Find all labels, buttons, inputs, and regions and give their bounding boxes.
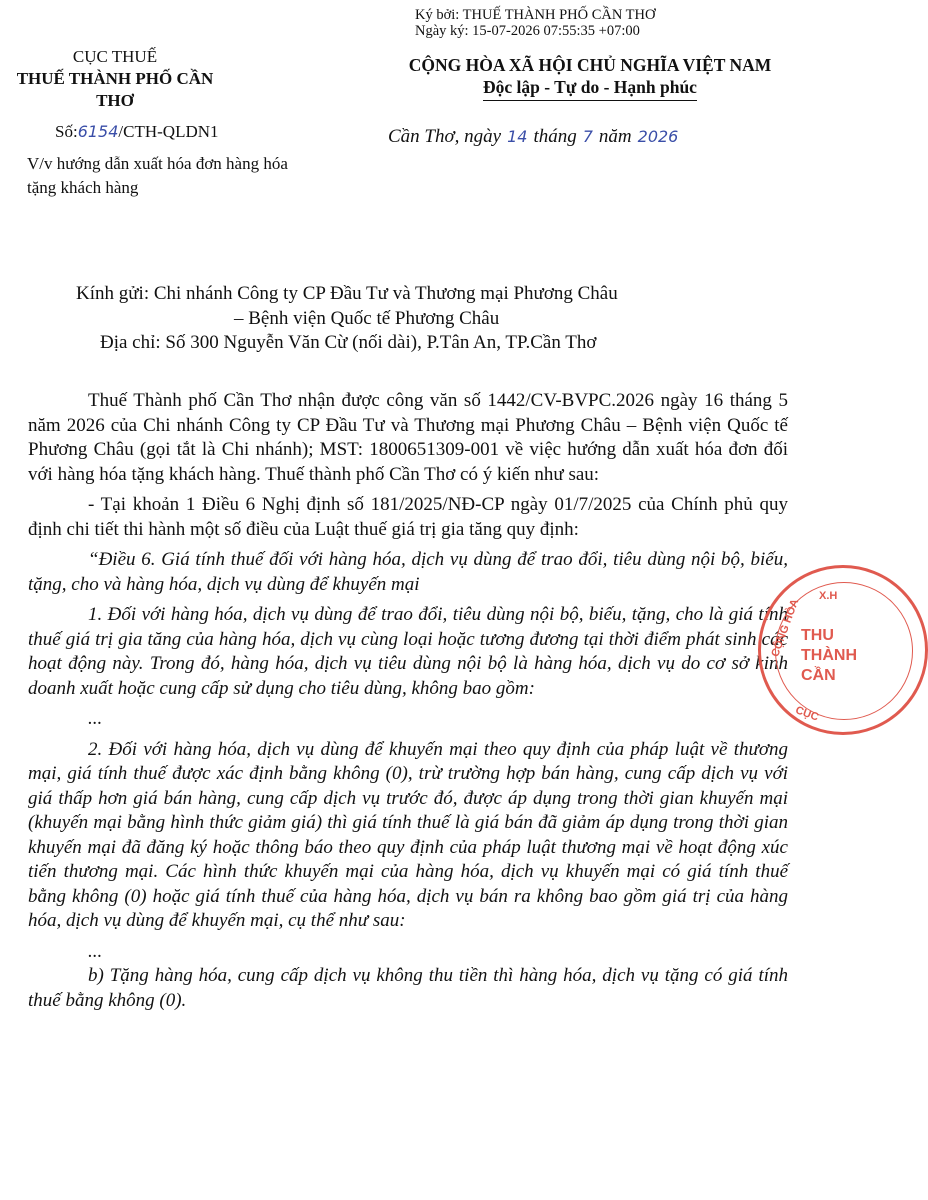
signed-by: Ký bởi: THUẾ THÀNH PHỐ CẦN THƠ — [415, 7, 656, 23]
agency-name: THUẾ THÀNH PHỐ CẦN THƠ — [16, 69, 214, 110]
quote-clause-1: 1. Đối với hàng hóa, dịch vụ dùng để trao đổi, tiêu dùng nội bộ, biếu, tặng, cho là giá tính thuế giá trị gia tăng của hàng hóa, dịch vụ cùng loại hoặc tương đương tại thời điểm phát sinh các hoạt động này. Trong đó, hàng hóa, dịch vụ tiêu dùng nội bộ là hàng hóa, dịch vụ do cơ sở kinh doanh xuất hoặc cung cấp sử dụng cho tiêu dùng, không bao gồm: — [28, 604, 788, 699]
subject-line-1: V/v hướng dẫn xuất hóa đơn hàng hóa — [27, 154, 288, 173]
recipient-line-2: – Bệnh viện Quốc tế Phương Châu — [234, 307, 500, 329]
agency-parent: CỤC THUẾ — [72, 47, 158, 66]
quote-ellipsis-2: ... — [88, 940, 103, 962]
body-paragraph-2: - Tại khoản 1 Điều 6 Nghị định số 181/2025/NĐ-CP ngày 01/7/2025 của Chính phủ quy định chi tiết thi hành một số điều của Luật thuế giá trị gia tăng quy định: — [28, 494, 788, 540]
quote-clause-2: 2. Đối với hàng hóa, dịch vụ dùng để khuyến mại theo quy định của pháp luật về thương mại, giá tính thuế được xác định bằng không (0), trừ trường hợp bán hàng, cung cấp dịch vụ với giá thấp hơn giá bán hàng, cung cấp dịch vụ trước đó, được áp dụng trong thời gian khuyến mại (khuyến mại bằng hình thức giảm giá) thì giá tính thuế là giá bán đã giảm áp dụng trong thời gian khuyến mại đã đăng ký hoặc thông báo theo quy định của pháp luật thương mại về hoạt động xúc tiến thương mại. Các hình thức khuyến mại của hàng hóa, dịch vụ khuyến mại có giá tính thuế bằng không (0) hoặc giá tính thuế của hàng hóa, dịch vụ bán ra không bao gồm giá trị của hàng hóa, dịch vụ dùng để khuyến mại, cụ thể như sau: — [28, 738, 788, 931]
signed-date: Ngày ký: 15-07-2026 07:55:35 +07:00 — [415, 23, 640, 39]
date-year-label: năm — [598, 126, 632, 147]
date-place: Cần Thơ, ngày — [388, 126, 502, 147]
stamp-arc-left: CỘNG HÒA — [769, 597, 802, 659]
doc-number-prefix: Số: — [55, 122, 78, 141]
date-month-label: tháng — [533, 126, 577, 147]
date-month: 7 — [582, 127, 593, 146]
document-number — [55, 122, 219, 142]
national-header — [355, 54, 825, 101]
stamp-arc-bottom: CỤC — [793, 704, 821, 724]
stamp-arc-top: X.H — [819, 590, 838, 602]
doc-number-handwritten: 6154 — [77, 122, 119, 141]
body-paragraph-1: Thuế Thành phố Cần Thơ nhận được công văn số 1442/CV-BVPC.2026 ngày 16 tháng 5 năm 2026 của Chi nhánh Công ty CP Đầu Tư và Thương mại Phương Châu – Bệnh viện Quốc tế Phương Châu (gọi tắt là Chi nhánh); MST: 1800651309-001 về việc hướng dẫn xuất hóa đơn đối với hàng hóa tặng khách hàng. Thuế thành phố Cần Thơ có ý kiến như sau: — [28, 390, 788, 485]
date-year: 2026 — [637, 127, 679, 146]
date-day: 14 — [507, 127, 528, 146]
quote-ellipsis-1: ... — [88, 708, 103, 729]
recipient-address: Địa chỉ: Số 300 Nguyễn Văn Cừ (nối dài), P.Tân An, TP.Cần Thơ — [100, 332, 597, 353]
document-date — [388, 126, 684, 148]
digital-signature-info — [415, 7, 655, 39]
quote-clause-b: b) Tặng hàng hóa, cung cấp dịch vụ không thu tiền thì hàng hóa, dịch vụ tặng có giá tính thuế bằng không (0). — [28, 965, 788, 1011]
nation-motto: Độc lập - Tự do - Hạnh phúc — [483, 76, 697, 101]
document-subject — [27, 152, 288, 200]
stamp-line-3: CẦN — [801, 667, 836, 684]
subject-line-2: tặng khách hàng — [27, 178, 139, 197]
red-seal-stamp — [758, 565, 928, 735]
issuing-agency — [0, 46, 230, 112]
nation-title: CỘNG HÒA XÃ HỘI CHỦ NGHĨA VIỆT NAM — [408, 55, 772, 75]
recipient-block — [76, 282, 618, 356]
document-body — [28, 389, 788, 1013]
stamp-text — [801, 626, 857, 686]
stamp-line-2: THÀNH — [801, 647, 857, 664]
stamp-line-1: THU — [801, 627, 834, 644]
recipient-line-1: Kính gửi: Chi nhánh Công ty CP Đầu Tư và Thương mại Phương Châu — [76, 283, 618, 304]
quote-article-title: “Điều 6. Giá tính thuế đối với hàng hóa, dịch vụ dùng để trao đổi, tiêu dùng nội bộ, biếu, tặng, cho và hàng hóa, dịch vụ dùng để khuyến mại — [28, 549, 788, 595]
doc-number-suffix: /CTH-QLDN1 — [118, 122, 219, 141]
